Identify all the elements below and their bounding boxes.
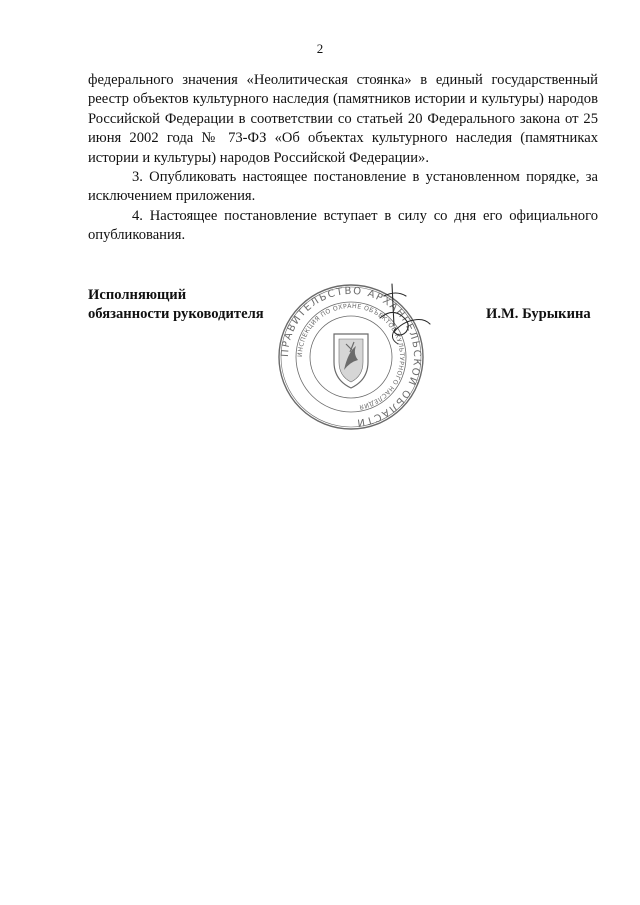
signer-name: И.М. Бурыкина [486, 306, 591, 322]
coat-of-arms-icon [334, 334, 368, 388]
seal-outer-text: ПРАВИТЕЛЬСТВО АРХАНГЕЛЬСКОЙ ОБЛАСТИ [279, 285, 423, 428]
paragraph-item-4: 4. Настоящее постановление вступает в силу со дня его официального опубликования. [88, 207, 598, 244]
signer-title [88, 286, 264, 325]
seal-inner-text: ИНСПЕКЦИЯ ПО ОХРАНЕ ОБЪЕКТОВ КУЛЬТУРНОГО НАСЛЕДИЯ [296, 302, 406, 411]
document-body [88, 71, 598, 246]
paragraph-continuation: федерального значения «Неолитическая стоянка» в единый государственный реестр объектов культурного наследия (памятников истории и культуры) народов Российской Федерации в соответствии со статьей 20 Федерального закона от 25 июня 2002 года № 73-ФЗ «Об объектах культурного наследия (памятниках истории и культуры) народов Российской Федерации». [88, 72, 598, 166]
paragraph-item-3: 3. Опубликовать настоящее постановление в установленном порядке, за исключением приложения. [88, 169, 598, 205]
signer-title-line-1: Исполняющий [88, 287, 187, 303]
signer-title-line-2: обязанности руководителя [88, 306, 264, 323]
page-number: 2 [316, 41, 324, 56]
handwritten-signature [372, 280, 434, 350]
